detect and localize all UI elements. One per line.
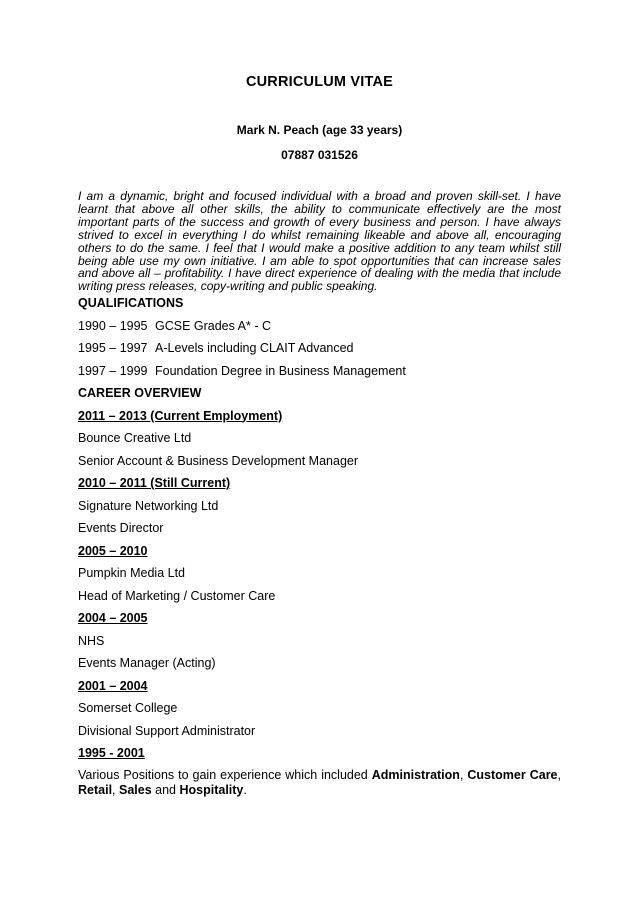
summary-separator: , xyxy=(112,782,119,797)
summary-end: . xyxy=(243,782,247,797)
skill-sales: Sales xyxy=(119,782,152,797)
qualification-text: Foundation Degree in Business Management xyxy=(155,363,406,378)
phone-number: 07887 031526 xyxy=(281,148,358,162)
qualification-item xyxy=(78,340,561,363)
qualification-years: 1995 – 1997 xyxy=(78,341,148,355)
qualification-years: 1990 – 1995 xyxy=(78,318,148,333)
skill-hospitality: Hospitality xyxy=(179,782,244,797)
career-employer: Pumpkin Media Ltd xyxy=(78,566,186,580)
career-period: 2005 – 2010 xyxy=(78,543,148,558)
cv-document xyxy=(78,0,561,903)
qualifications-heading: QUALIFICATIONS xyxy=(78,296,184,310)
qualification-years: 1997 – 1999 xyxy=(78,363,148,378)
personal-statement: I am a dynamic, bright and focused individual with a broad and proven skill-set. I have learnt that above all other skills, the ability to communicate effectively are the most important parts of the success and growth of every business and person. I have always strived to excel in everything I do whilst remaining likeable and above all, encouraging others to do the same. I feel that I would make a positive addition to any team whilst still being able use my own initiative. I am able to spot opportunities that can increase sales and above all – profitability. I have direct experience of dealing with the media that include writing press releases, copy-writing and public speaking. xyxy=(78,189,561,294)
career-employer: Somerset College xyxy=(78,701,178,715)
career-role: Senior Account & Business Development Manager xyxy=(78,453,359,468)
summary-text: Various Positions to gain experience which included xyxy=(78,767,372,782)
cv-body xyxy=(78,295,561,798)
career-period: 2010 – 2011 (Still Current) xyxy=(78,476,231,490)
summary-separator: , xyxy=(459,767,468,782)
career-role: Events Director xyxy=(78,521,164,535)
career-role: Divisional Support Administrator xyxy=(78,723,256,738)
career-period: 2011 – 2013 (Current Employment) xyxy=(78,408,283,423)
skill-retail: Retail xyxy=(78,782,113,797)
career-heading: CAREER OVERVIEW xyxy=(78,386,202,400)
career-employer: Bounce Creative Ltd xyxy=(78,431,192,445)
career-employer: Signature Networking Ltd xyxy=(78,498,219,513)
qualification-item xyxy=(78,318,561,341)
career-period: 1995 - 2001 xyxy=(78,746,145,760)
career-period: 2001 – 2004 xyxy=(78,678,148,693)
summary-separator: , xyxy=(557,767,561,782)
document-title: CURRICULUM VITAE xyxy=(245,74,394,90)
career-role: Events Manager (Acting) xyxy=(78,656,216,670)
career-period: 2004 – 2005 xyxy=(78,611,148,625)
qualification-item xyxy=(78,363,561,386)
qualification-text: A-Levels including CLAIT Advanced xyxy=(155,341,354,355)
summary-separator: and xyxy=(151,782,180,797)
skill-administration: Administration xyxy=(371,767,460,782)
career-role: Head of Marketing / Customer Care xyxy=(78,588,276,603)
early-career-summary xyxy=(78,768,561,798)
qualification-text: GCSE Grades A* - C xyxy=(155,318,272,333)
career-employer: NHS xyxy=(78,633,105,648)
skill-customer-care: Customer Care xyxy=(467,767,558,782)
candidate-name: Mark N. Peach (age 33 years) xyxy=(236,123,403,137)
